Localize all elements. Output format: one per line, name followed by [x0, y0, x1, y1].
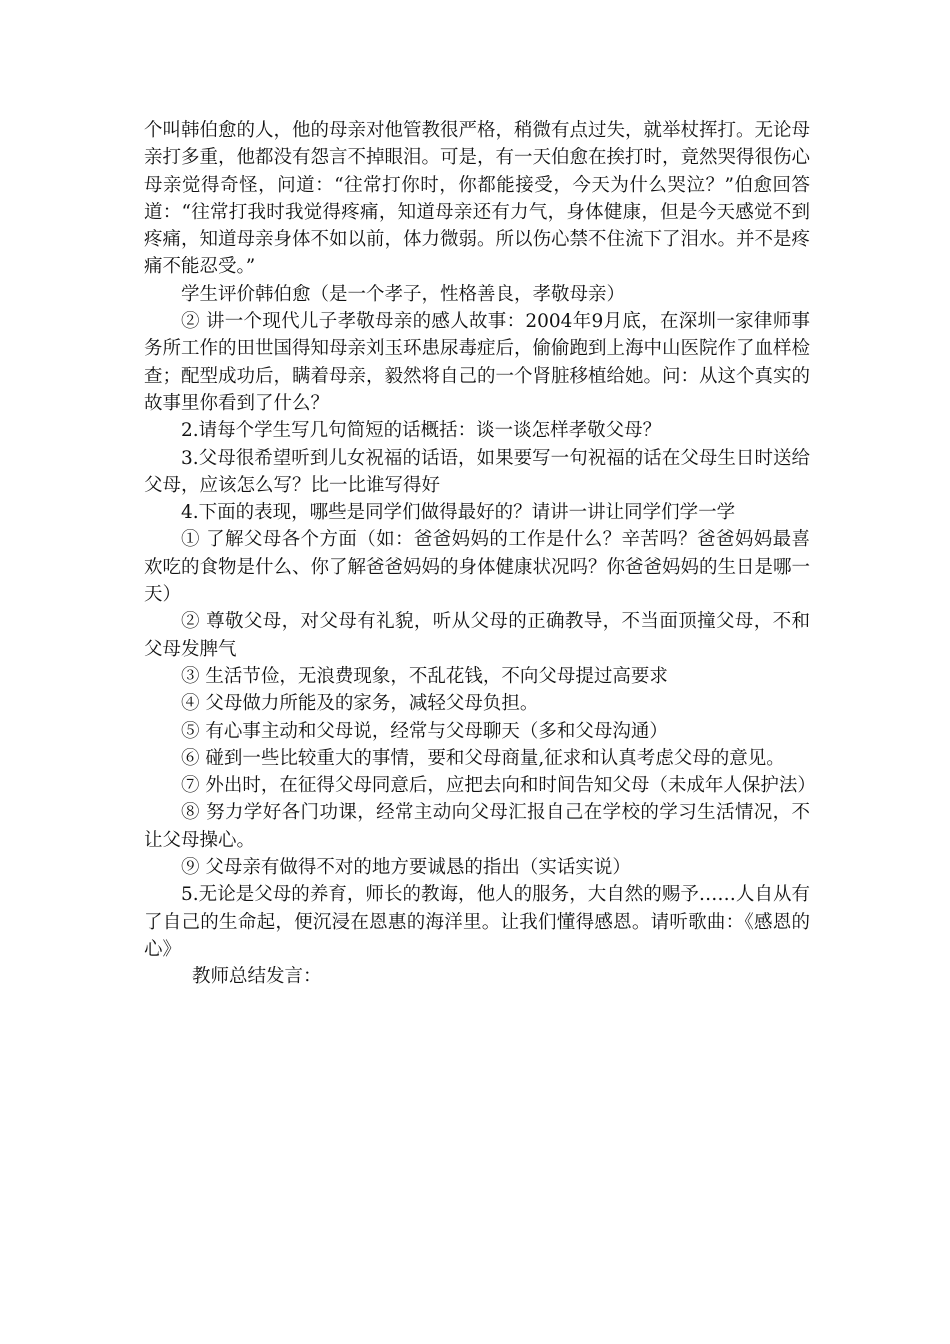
- document-body: [144, 117, 816, 991]
- list-item-7: ⑦ 外出时，在征得父母同意后，应把去向和时间告知父母（未成年人保护法）: [181, 775, 816, 797]
- paragraph-item-3: 3.父母很希望听到儿女祝福的话语，如果要写一句祝福的话在父母生日时送给父母，应该怎么写？比一比谁写得好: [144, 447, 810, 496]
- paragraph-student-evaluation: 学生评价韩伯愈（是一个孝子，性格善良，孝敬母亲）: [181, 283, 626, 305]
- paragraph-teacher-summary: 教师总结发言：: [192, 966, 322, 988]
- list-item-8: ⑧ 努力学好各门功课，经常主动向父母汇报自己在学校的学习生活情况，不让父母操心。: [144, 802, 810, 851]
- list-item-9: ⑨ 父母亲有做得不对的地方要诚恳的指出（实话实说）: [181, 857, 631, 879]
- paragraph-modern-story: ② 讲一个现代儿子孝敬母亲的感人故事：2004年9月底，在深圳一家律师事务所工作的田世国得知母亲刘玉环患尿毒症后，偷偷跑到上海中山医院作了血样检查；配型成功后，瞒着母亲，毅然将自己的一个肾脏移植给她。问：从这个真实的故事里你看到了什么？: [144, 311, 811, 414]
- list-item-1: ① 了解父母各个方面（如：爸爸妈妈的工作是什么？辛苦吗？爸爸妈妈最喜欢吃的食物是什么、你了解爸爸妈妈的身体健康状况吗？你爸爸妈妈的生日是哪一天）: [144, 529, 811, 606]
- list-item-6: ⑥ 碰到一些比较重大的事情，要和父母商量,征求和认真考虑父母的意见。: [181, 747, 785, 769]
- paragraph-item-4: 4.下面的表现，哪些是同学们做得最好的？请讲一讲让同学们学一学: [181, 502, 736, 524]
- list-item-3: ③ 生活节俭，无浪费现象，不乱花钱，不向父母提过高要求: [181, 665, 668, 687]
- list-item-5: ⑤ 有心事主动和父母说，经常与父母聊天（多和父母沟通）: [181, 720, 668, 742]
- paragraph-story-han-boyu: 个叫韩伯愈的人，他的母亲对他管教很严格，稍微有点过失，就举杖挥打。无论母亲打多重，他都没有怨言不掉眼泪。可是，有一天伯愈在挨打时，竟然哭得很伤心母亲觉得奇怪，问道：“往常打你时，你都能接受，今天为什么哭泣？”伯愈回答道：“往常打我时我觉得疼痛，知道母亲还有力气，身体健康，但是今天感觉不到疼痛，知道母亲身体不如以前，体力微弱。所以伤心禁不住流下了泪水。并不是疼痛不能忍受。”: [144, 120, 811, 278]
- list-item-4: ④ 父母做力所能及的家务，减轻父母负担。: [181, 693, 539, 715]
- paragraph-item-5: 5.无论是父母的养育，师长的教诲，他人的服务，大自然的赐予……人自从有了自己的生命起，便沉浸在恩惠的海洋里。让我们懂得感恩。请听歌曲：《感恩的心》: [144, 884, 810, 960]
- paragraph-item-2: 2.请每个学生写几句简短的话概括：谈一谈怎样孝敬父母？: [181, 420, 662, 442]
- list-item-2: ② 尊敬父母，对父母有礼貌，听从父母的正确教导，不当面顶撞父母，不和父母发脾气: [144, 611, 810, 660]
